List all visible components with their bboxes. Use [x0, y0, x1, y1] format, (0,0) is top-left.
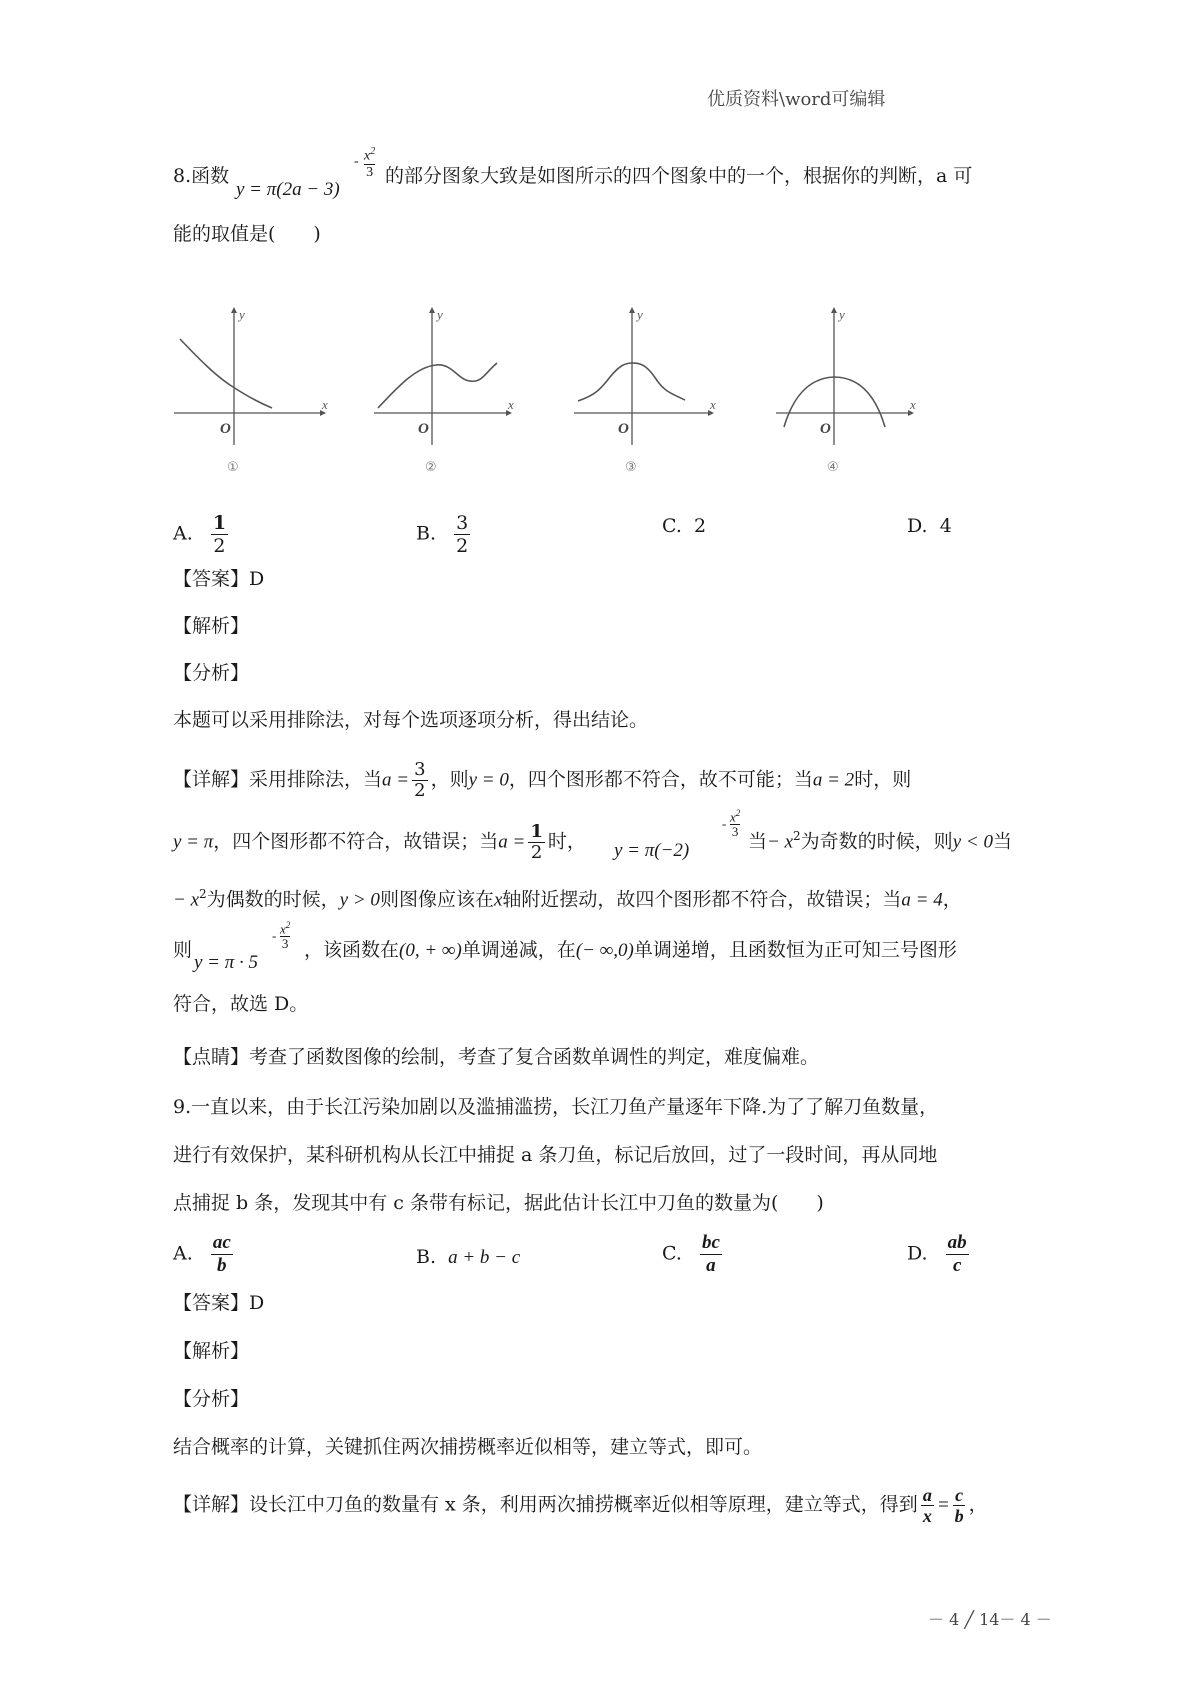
q8-fenxi-label: 【分析】 — [173, 662, 250, 684]
q8-detail-line2b: 当− $x^2$为奇数的时候，则y < 0当 — [748, 829, 1012, 853]
header-watermark: 优质资料\word可编辑 — [707, 89, 886, 110]
graph-2-origin: O — [418, 421, 429, 437]
graph-2-label: ② — [425, 460, 437, 475]
q8-option-d[interactable]: D. 4 — [907, 515, 952, 537]
graph-3-origin: O — [618, 421, 629, 437]
graph-4-origin: O — [820, 421, 831, 437]
graph-3-y-label: y — [637, 307, 643, 322]
graph-4-y-label: y — [839, 307, 845, 322]
q8-detail-line2: y = π，四个图形都不符合，故错误；当a = $\frac{1}{2}$ 时， — [173, 821, 586, 863]
q8-detail-func3: y = π · 5 — [194, 952, 259, 973]
graph-2-x-label: x — [508, 397, 514, 412]
graph-4-label: ④ — [827, 460, 839, 475]
q9-stem-line1: 9.一直以来，由于长江污染加剧以及滥捕滥捞，长江刀鱼产量逐年下降.为了了解刀鱼数量， — [173, 1096, 939, 1118]
q8-stem-line1: 8.函数 — [173, 165, 230, 187]
graph-2-y-label: y — [437, 307, 443, 322]
q8-answer: 【答案】D — [173, 568, 265, 590]
graph-2 — [370, 305, 540, 475]
graph-1-label: ① — [227, 460, 239, 475]
q8-option-b[interactable]: B. $\frac{3}{2}$ — [416, 512, 469, 557]
q9-option-c[interactable]: C. $\frac{bc}{a}$ — [662, 1232, 720, 1276]
q9-stem-line2: 进行有效保护，某科研机构从长江中捕捉 a 条刀鱼，标记后放回，过了一段时间，再从同地 — [173, 1144, 938, 1166]
graph-4 — [772, 305, 942, 475]
q9-option-a[interactable]: A. $\frac{ac}{b}$ — [173, 1232, 231, 1276]
page-number: － 4 ╱ 14－ 4 － — [928, 1610, 1052, 1629]
graph-1-y-label: y — [239, 307, 245, 322]
q9-detail: 【详解】设长江中刀鱼的数量有 x 条，利用两次捕捞概率近似相等原理，建立等式，得到 $\frac{a}{x}$ = $\frac{c}{b}$ ， — [173, 1485, 988, 1526]
q9-option-b[interactable]: B. a + b − c — [416, 1246, 521, 1268]
graph-4-x-label: x — [910, 397, 916, 412]
graph-1-origin: O — [220, 421, 231, 437]
q8-stem-line2: 能的取值是( ) — [173, 223, 321, 245]
q8-detail-line4b: ，该函数在(0, + ∞)单调递减，在(− ∞,0)单调递增，且函数恒为正可知三号图形 — [304, 939, 957, 961]
graph-3 — [570, 305, 740, 475]
q8-stem-line1b: 的部分图象大致是如图所示的四个图象中的一个，根据你的判断，a 可 — [385, 165, 973, 187]
q8-detail-line1: 【详解】采用排除法，当a = $\frac{3}{2}$ ，则y = 0，四个图形都不符合，故不可能；当a = 2时，则 — [173, 759, 912, 801]
graph-3-x-label: x — [710, 397, 716, 412]
q8-option-c[interactable]: C. 2 — [662, 515, 707, 537]
q9-stem-line3: 点捕捉 b 条，发现其中有 c 条带有标记，据此估计长江中刀鱼的数量为( ) — [173, 1192, 824, 1214]
q8-option-a[interactable]: A. $\frac{1}{2}$ — [173, 512, 227, 557]
q8-detail-func2: y = π(−2) — [614, 840, 690, 861]
q8-func: y = π(2a − 3) — [236, 179, 340, 200]
q9-fenxi-label: 【分析】 — [173, 1388, 250, 1410]
graph-3-label: ③ — [625, 460, 637, 475]
graph-1 — [170, 305, 340, 475]
q9-answer: 【答案】D — [173, 1292, 265, 1314]
q9-analysis-label: 【解析】 — [173, 1340, 250, 1362]
q8-dianjing: 【点睛】考查了函数图像的绘制，考查了复合函数单调性的判定，难度偏难。 — [173, 1046, 820, 1068]
q8-detail-line3: − $x^2$为偶数的时候，y > 0则图像应该在x轴附近摆动，故四个图形都不符合，故错误；当a = 4， — [173, 887, 962, 911]
graph-1-x-label: x — [322, 397, 328, 412]
q9-option-d[interactable]: D. $\frac{ab}{c}$ — [907, 1232, 967, 1276]
q8-analysis-label: 【解析】 — [173, 615, 250, 637]
q9-fenxi: 结合概率的计算，关键抓住两次捕捞概率近似相等，建立等式，即可。 — [173, 1436, 763, 1458]
q8-detail-line5: 符合，故选 D。 — [173, 993, 309, 1015]
q8-detail-line4a: 则 — [173, 939, 193, 961]
q8-fenxi: 本题可以采用排除法，对每个选项逐项分析，得出结论。 — [173, 709, 649, 731]
